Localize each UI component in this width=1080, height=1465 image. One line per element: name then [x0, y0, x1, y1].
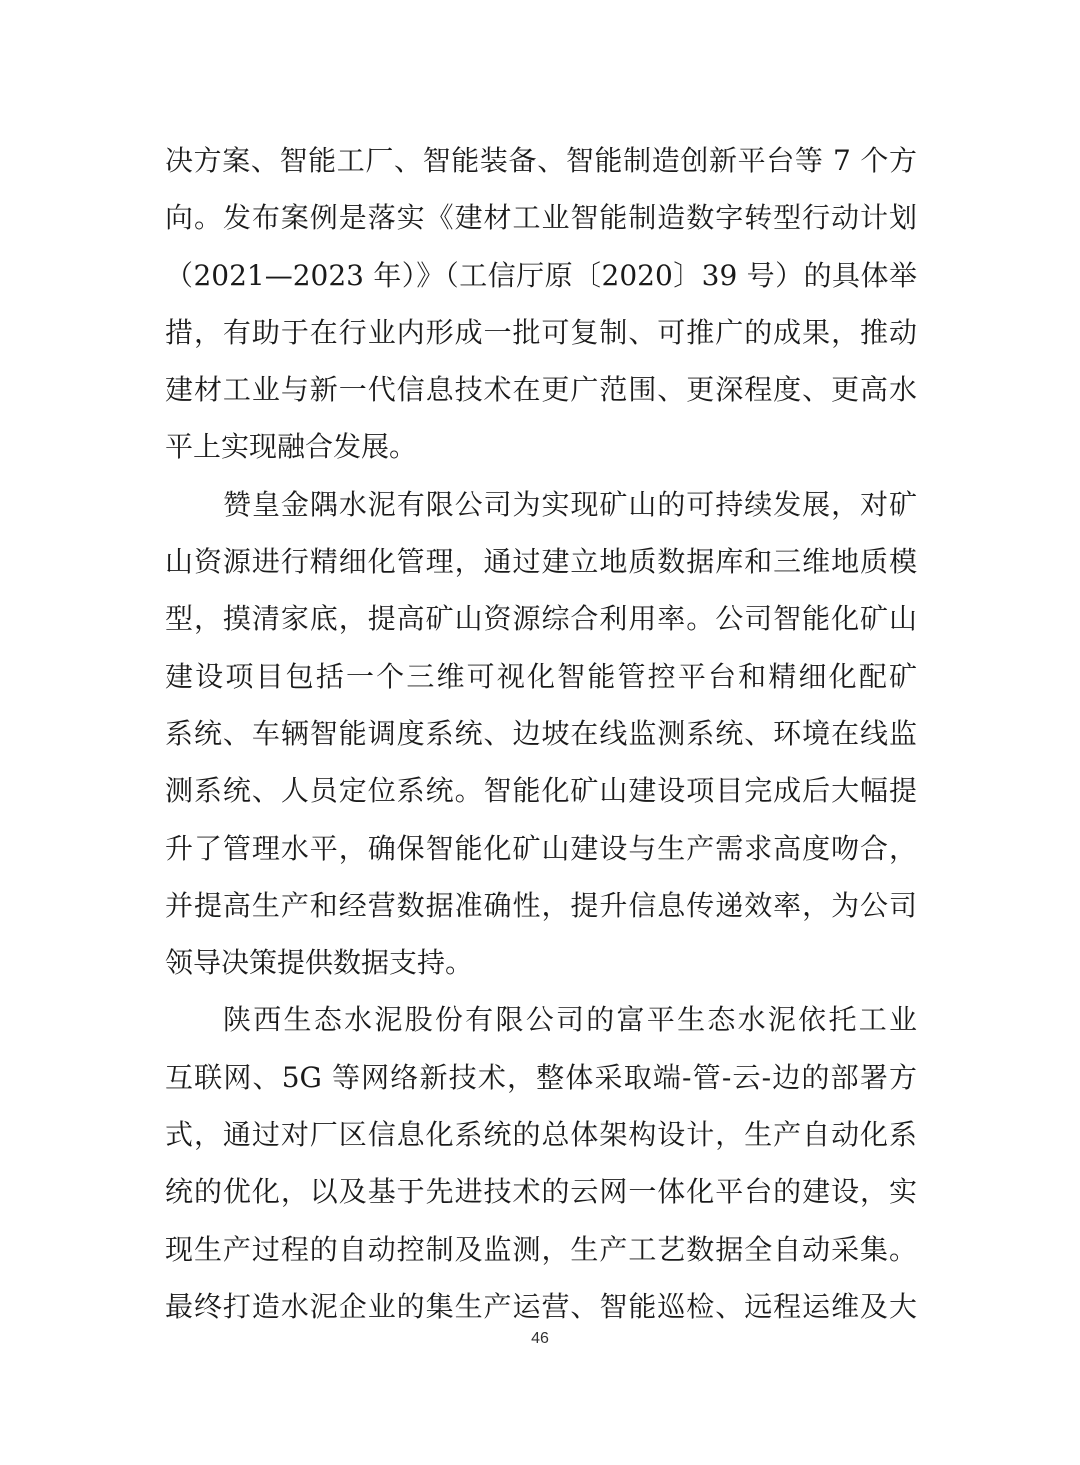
- text-line: 升了管理水平，确保智能化矿山建设与生产需求高度吻合，: [165, 831, 917, 865]
- text-line: 建设项目包括一个三维可视化智能管控平台和精细化配矿: [165, 659, 917, 693]
- text-line: 测系统、人员定位系统。智能化矿山建设项目完成后大幅提: [165, 774, 917, 808]
- text-line: 建材工业与新一代信息技术在更广范围、更深程度、更高水: [165, 373, 917, 407]
- text-line: 措，有助于在行业内形成一批可复制、可推广的成果，推动: [165, 315, 917, 349]
- text-line: 领导决策提供数据支持。: [165, 946, 474, 980]
- text-line: 系统、车辆智能调度系统、边坡在线监测系统、环境在线监: [165, 716, 917, 750]
- text-line: 陕西生态水泥股份有限公司的富平生态水泥依托工业: [223, 1003, 917, 1037]
- text-line: 统的优化，以及基于先进技术的云网一体化平台的建设，实: [165, 1175, 917, 1209]
- text-line: 式，通过对厂区信息化系统的总体架构设计，生产自动化系: [165, 1118, 917, 1152]
- body-text: [165, 132, 917, 1335]
- text-line: 互联网、5G 等网络新技术，整体采取端-管-云-边的部署方: [165, 1060, 917, 1094]
- text-line: 山资源进行精细化管理，通过建立地质数据库和三维地质模: [165, 545, 917, 579]
- text-line: 现生产过程的自动控制及监测，生产工艺数据全自动采集。: [165, 1232, 917, 1266]
- text-line: 平上实现融合发展。: [165, 430, 418, 464]
- text-line: 型，摸清家底，提高矿山资源综合利用率。公司智能化矿山: [165, 602, 917, 636]
- paragraph: [165, 991, 917, 1335]
- paragraph: [165, 476, 917, 992]
- text-line: 赞皇金隅水泥有限公司为实现矿山的可持续发展，对矿: [223, 487, 917, 521]
- paragraph: [165, 132, 917, 476]
- text-line: 并提高生产和经营数据准确性，提升信息传递效率，为公司: [165, 888, 917, 922]
- text-line: 向。发布案例是落实《建材工业智能制造数字转型行动计划: [165, 201, 917, 235]
- text-line: （2021—2023 年）》（工信厅原〔2020〕39 号）的具体举: [165, 258, 917, 292]
- text-line: 决方案、智能工厂、智能装备、智能制造创新平台等 7 个方: [165, 144, 917, 177]
- text-line: 最终打造水泥企业的集生产运营、智能巡检、远程运维及大: [165, 1289, 917, 1323]
- page-number: 46: [531, 1330, 549, 1347]
